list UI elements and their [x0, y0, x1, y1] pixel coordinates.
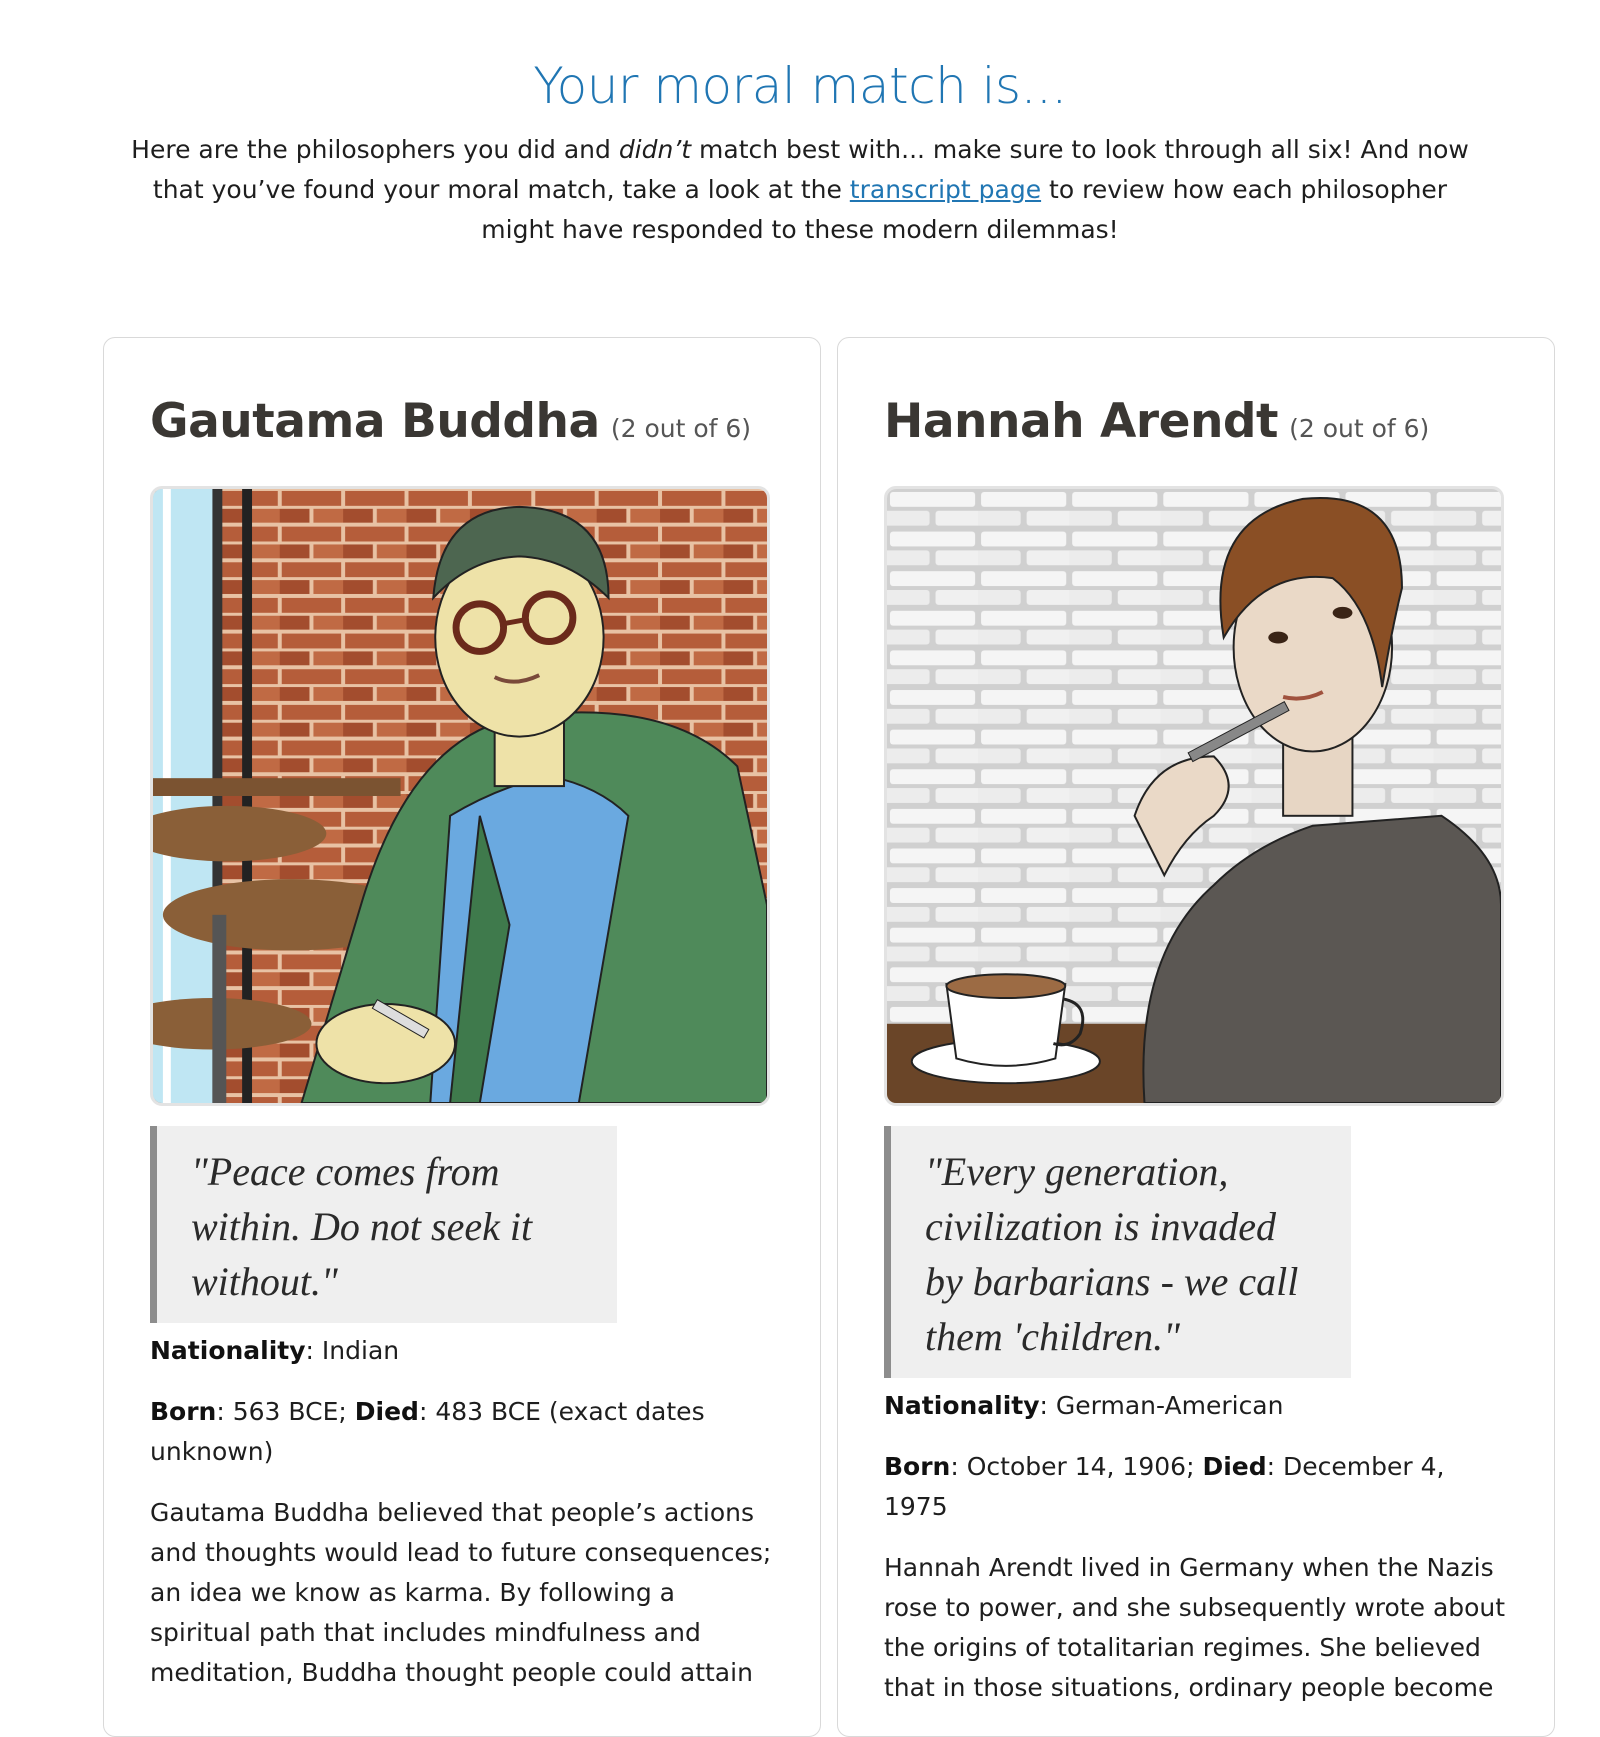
- born-label: Born: [884, 1452, 951, 1481]
- died-label: Died: [354, 1397, 419, 1426]
- philosopher-portrait: [150, 486, 770, 1106]
- died-label: Died: [1202, 1452, 1267, 1481]
- card-heading: [884, 394, 1429, 449]
- born-label: Born: [150, 1397, 217, 1426]
- intro-text-2: match best with... make sure to look through all six! And now that you’ve found your moral match, take a look at the: [152, 135, 1469, 204]
- philosopher-card-buddha: [103, 337, 821, 1737]
- transcript-page-link[interactable]: transcript page: [849, 175, 1042, 204]
- nationality-value: Indian: [321, 1336, 400, 1365]
- nationality-value: German-American: [1055, 1391, 1284, 1420]
- died-value: 483 BCE (exact dates unknown): [150, 1397, 705, 1466]
- philosopher-name: Hannah Arendt: [884, 394, 1279, 449]
- card-heading: [150, 394, 751, 449]
- arendt-illustration: [887, 489, 1501, 1103]
- lifespan-line: Born: October 14, 1906; Died: December 4, 1975: [884, 1452, 1445, 1521]
- intro-paragraph: [130, 130, 1470, 250]
- philosopher-facts: [150, 1331, 780, 1714]
- intro-text-3: to review how each philosopher might have responded to these modern dilemmas!: [481, 175, 1448, 244]
- born-value: October 14, 1906: [966, 1452, 1187, 1481]
- philosopher-name: Gautama Buddha: [150, 394, 600, 449]
- match-rank: (2 out of 6): [1289, 414, 1430, 443]
- died-value: December 4, 1975: [884, 1452, 1445, 1521]
- philosopher-card-arendt: [837, 337, 1555, 1737]
- philosopher-facts: [884, 1386, 1514, 1729]
- intro-emphasis: didn’t: [618, 135, 692, 164]
- nationality-line: Nationality: Indian: [150, 1336, 400, 1365]
- lifespan-line: Born: 563 BCE; Died: 483 BCE (exact dates unknown): [150, 1397, 705, 1466]
- match-rank: (2 out of 6): [610, 414, 752, 443]
- born-value: 563 BCE: [232, 1397, 339, 1426]
- intro-text-1: Here are the philosophers you did and: [131, 135, 619, 164]
- nationality-line: Nationality: German-American: [884, 1391, 1284, 1420]
- philosopher-bio: Gautama Buddha believed that people’s actions and thoughts would lead to future consequences; an idea we know as karma. By following a spiritual path that includes mindfulness and meditation, Buddha thought people could attain: [150, 1498, 772, 1687]
- page-title: Your moral match is...: [533, 57, 1067, 115]
- philosopher-bio: Hannah Arendt lived in Germany when the Nazis rose to power, and she subsequently wrote about the origins of totalitarian regimes. She believed that in those situations, ordinary people become: [884, 1553, 1506, 1702]
- buddha-illustration: [153, 489, 767, 1103]
- philosopher-quote: "Every generation, civilization is invaded by barbarians - we call them 'children.": [884, 1126, 1351, 1378]
- nationality-label: Nationality: [884, 1391, 1040, 1420]
- philosopher-quote: "Peace comes from within. Do not seek it without.": [150, 1126, 617, 1323]
- nationality-label: Nationality: [150, 1336, 306, 1365]
- philosopher-portrait: [884, 486, 1504, 1106]
